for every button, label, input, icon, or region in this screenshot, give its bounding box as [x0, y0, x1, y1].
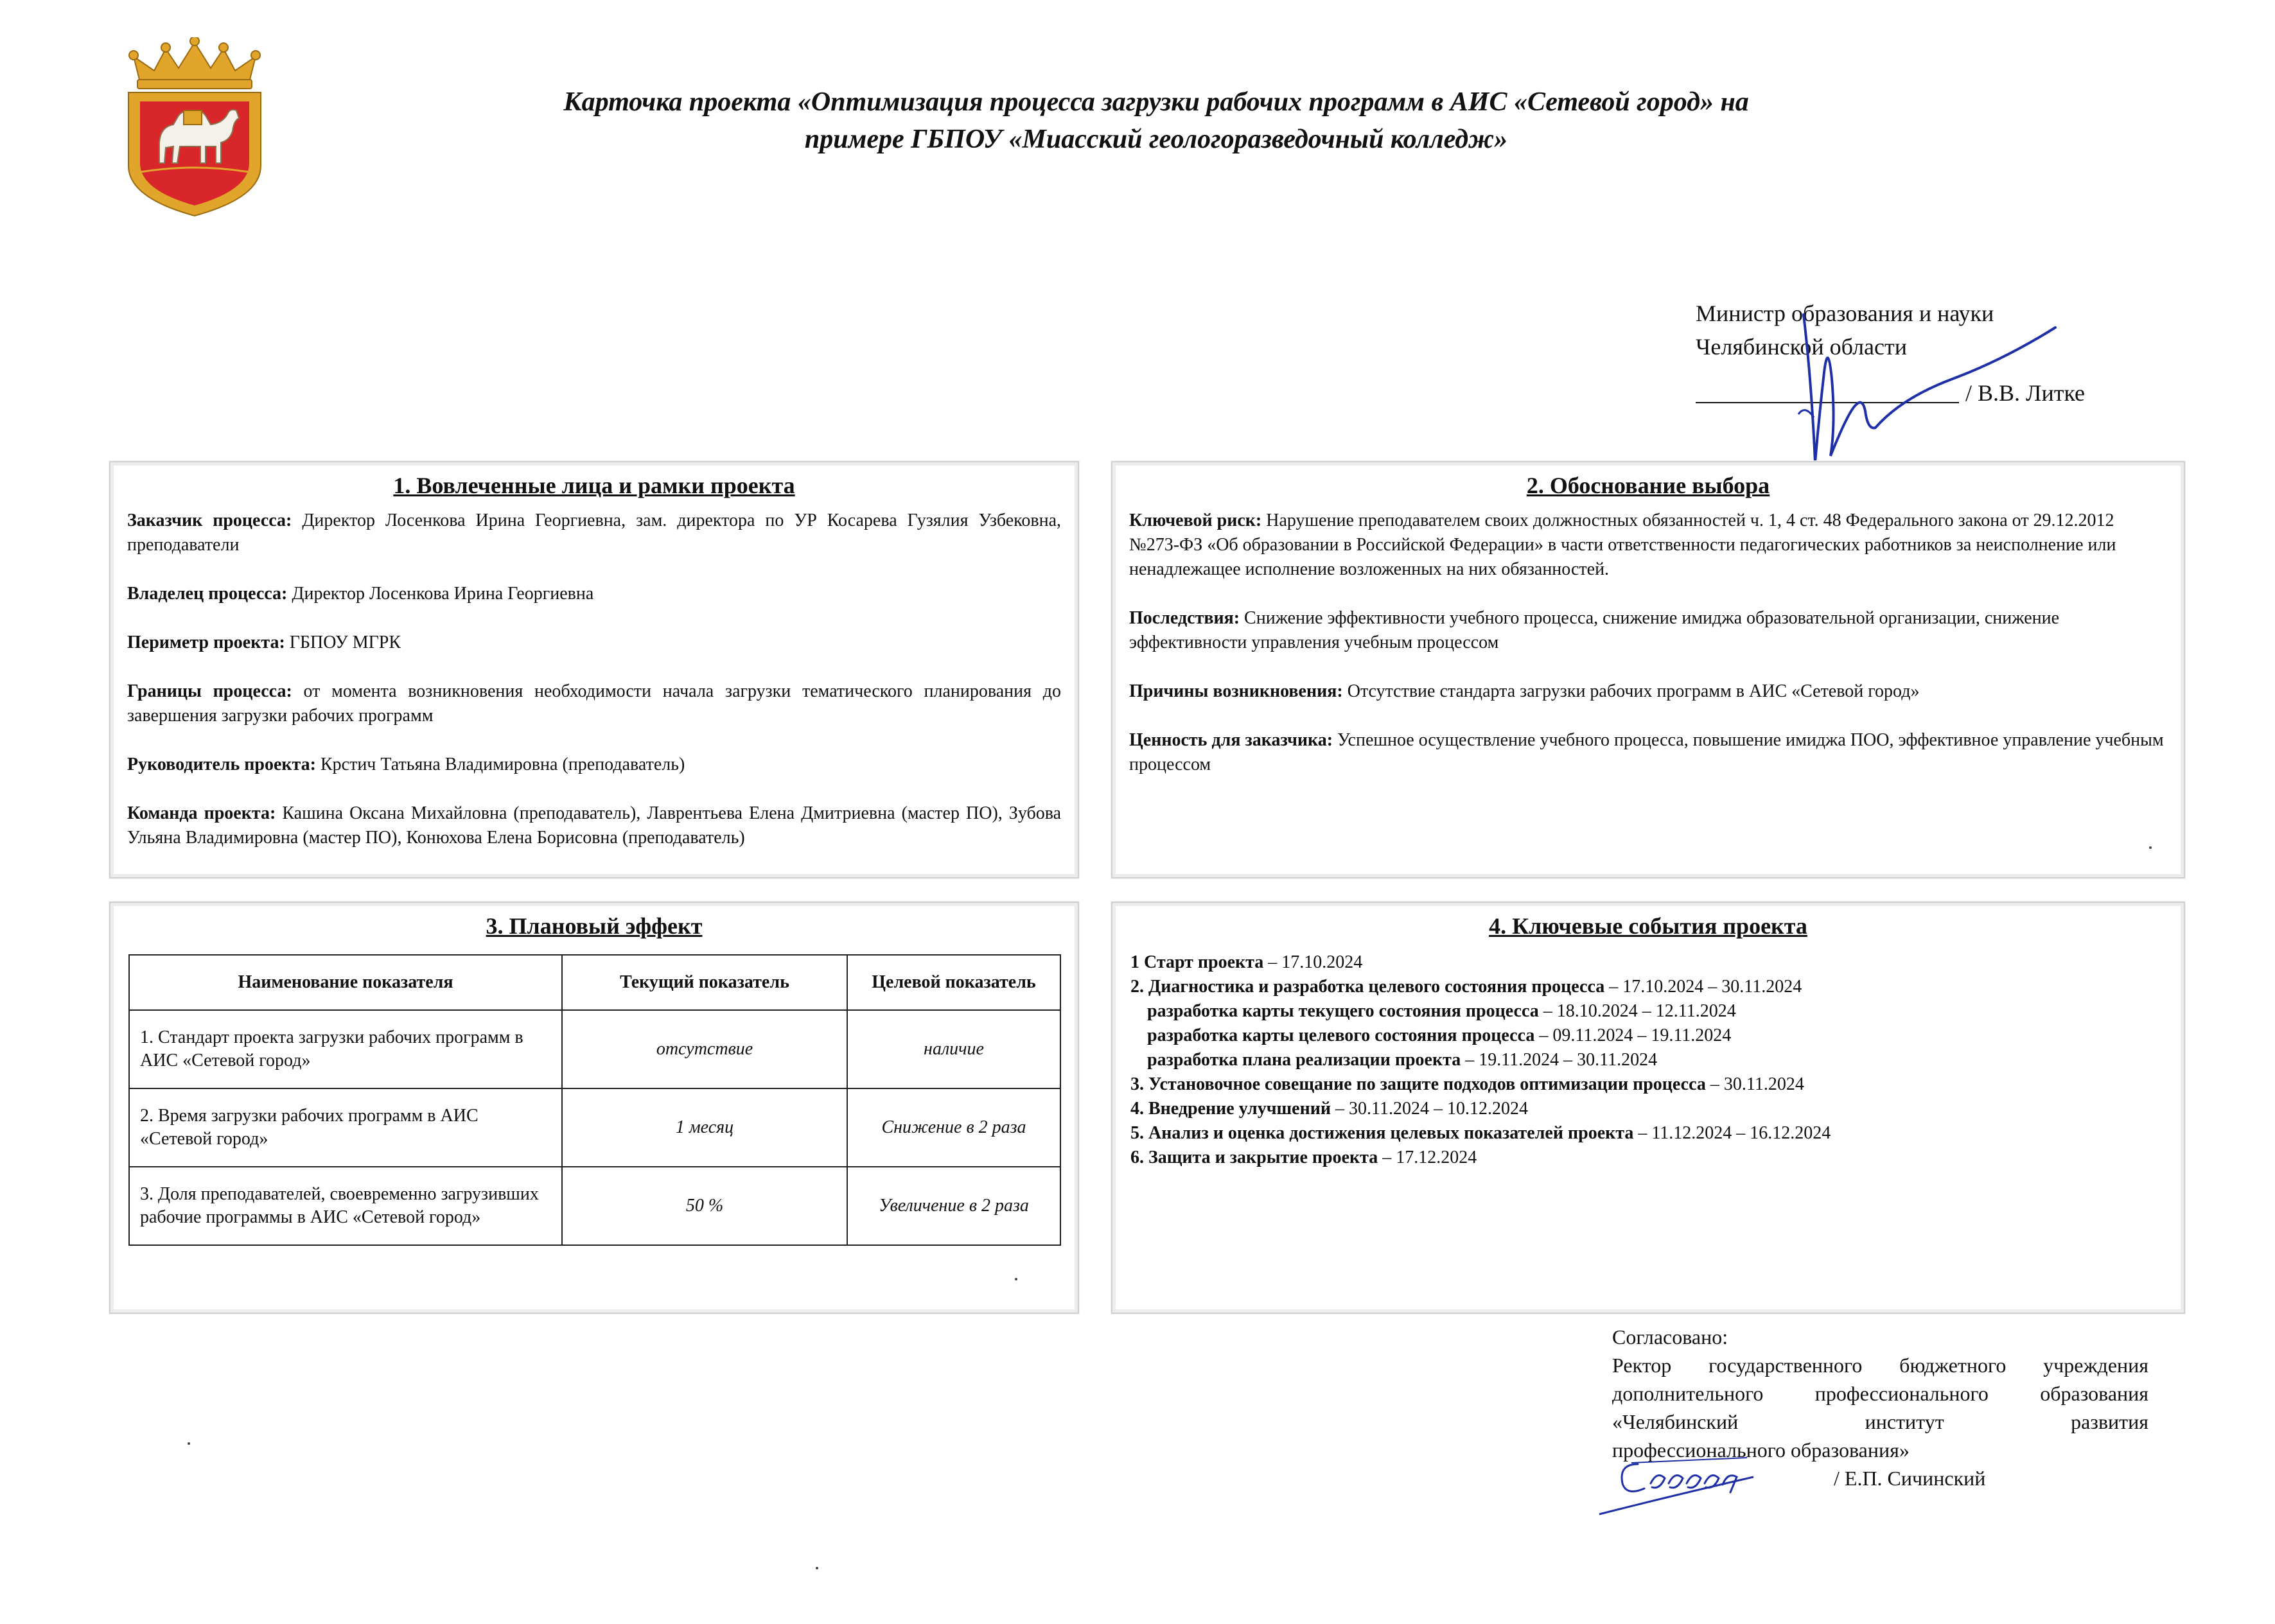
event-label: разработка карты текущего состояния процесса — [1147, 1001, 1539, 1021]
event-item — [1130, 1146, 2166, 1170]
card1-item-label: Заказчик процесса: — [127, 511, 292, 530]
card-stakeholders — [109, 461, 1079, 878]
coat-of-arms-emblem — [114, 37, 275, 218]
card1-item-text: Крстич Татьяна Владимировна (преподаватель) — [320, 755, 685, 774]
approval-position-line-2: Челябинской области — [1696, 334, 1907, 360]
card1-body — [110, 500, 1078, 850]
card2-item — [1129, 728, 2167, 777]
card1-item-text: Кашина Оксана Михайловна (преподаватель), Лаврентьева Елена Дмитриевна (мастер ПО), Зубова Ульяна Владимировна (мастер ПО), Конюхова Елена Борисовна (преподаватель) — [127, 803, 1061, 848]
event-item — [1130, 1072, 2166, 1097]
card1-item-text: ГБПОУ МГРК — [289, 633, 401, 652]
event-label: разработка карты целевого состояния процесса — [1147, 1026, 1535, 1045]
events-list — [1112, 940, 2184, 1170]
table-header-row — [129, 955, 1060, 1010]
card1-item-label: Команда проекта: — [127, 803, 276, 823]
event-label: 2. Диагностика и разработка целевого состояния процесса — [1130, 977, 1605, 997]
target-value: Увеличение в 2 раза — [847, 1167, 1060, 1245]
table-row — [129, 1088, 1060, 1167]
column-header: Текущий показатель — [562, 955, 847, 1010]
minister-signature-image — [1786, 302, 2068, 488]
card1-item-label: Периметр проекта: — [127, 633, 285, 652]
event-item — [1130, 999, 2166, 1024]
card-planned-effect — [109, 902, 1079, 1314]
title-line-1: Карточка проекта «Оптимизация процесса загрузки рабочих программ в АИС «Сетевой город» на — [563, 87, 1749, 117]
current-value: 1 месяц — [562, 1088, 847, 1167]
event-label: 5. Анализ и оценка достижения целевых показателей проекта — [1130, 1123, 1634, 1143]
agreement-position-line-4: профессионального образования» — [1612, 1438, 1910, 1462]
indicator-name: 1. Стандарт проекта загрузки рабочих программ в АИС «Сетевой город» — [129, 1010, 562, 1088]
card2-title: 2. Обоснование выбора — [1526, 473, 1770, 498]
card2-item-text: Успешное осуществление учебного процесса, повышение имиджа ПОО, эффективное управление учебным процессом — [1129, 730, 2164, 774]
table-row — [129, 1010, 1060, 1088]
card2-item-label: Причины возникновения: — [1129, 681, 1343, 701]
rector-signature-image — [1593, 1438, 1824, 1522]
event-dates: – 30.11.2024 – 10.12.2024 — [1331, 1099, 1528, 1119]
event-dates: – 09.11.2024 – 19.11.2024 — [1534, 1026, 1732, 1045]
card3-title: 3. Плановый эффект — [486, 913, 703, 939]
card1-item — [127, 582, 1061, 606]
agreement-name: / Е.П. Сичинский — [1834, 1467, 1986, 1490]
card2-item-label: Ключевой риск: — [1129, 511, 1262, 530]
agreement-label: Согласовано: — [1612, 1325, 1728, 1349]
event-item — [1130, 1024, 2166, 1048]
card1-item-label: Владелец процесса: — [127, 584, 288, 604]
card2-item-text: Отсутствие стандарта загрузки рабочих программ в АИС «Сетевой город» — [1347, 681, 1920, 701]
card2-body — [1112, 500, 2184, 777]
card1-item-text: от момента возникновения необходимости начала загрузки тематического планирования до завершения загрузки рабочих программ — [127, 681, 1061, 726]
event-dates: – 11.12.2024 – 16.12.2024 — [1633, 1123, 1831, 1143]
event-item — [1130, 1121, 2166, 1146]
scan-speck — [188, 1442, 190, 1445]
card2-item-label: Последствия: — [1129, 608, 1240, 628]
event-item — [1130, 1097, 2166, 1121]
card1-item-text: Директор Лосенкова Ирина Георгиевна — [292, 584, 594, 604]
approval-position-line-1: Министр образования и науки — [1696, 301, 1994, 326]
event-item — [1130, 950, 2166, 975]
card4-title: 4. Ключевые события проекта — [1489, 913, 1807, 939]
card1-item-text: Директор Лосенкова Ирина Георгиевна, зам. директора по УР Косарева Гузялия Узбековна, преподаватели — [127, 511, 1062, 555]
current-value: 50 % — [562, 1167, 847, 1245]
card1-item — [127, 509, 1061, 557]
event-dates: – 17.10.2024 – 30.11.2024 — [1604, 977, 1802, 997]
event-label: 1 Старт проекта — [1130, 952, 1264, 972]
card1-item-label: Границы процесса: — [127, 681, 292, 701]
target-value: Снижение в 2 раза — [847, 1088, 1060, 1167]
scan-speck — [1015, 1278, 1017, 1280]
document-title — [360, 83, 1953, 158]
card1-title: 1. Вовлеченные лица и рамки проекта — [393, 473, 795, 498]
card2-item — [1129, 606, 2167, 655]
event-dates: – 30.11.2024 — [1705, 1074, 1804, 1094]
card2-item-label: Ценность для заказчика: — [1129, 730, 1333, 750]
card-justification — [1111, 461, 2185, 878]
event-item — [1130, 975, 2166, 999]
card1-item — [127, 753, 1061, 777]
event-label: 4. Внедрение улучшений — [1130, 1099, 1331, 1119]
event-dates: – 17.12.2024 — [1378, 1148, 1477, 1167]
event-label: разработка плана реализации проекта — [1147, 1050, 1461, 1070]
event-dates: – 18.10.2024 – 12.11.2024 — [1538, 1001, 1736, 1021]
title-line-2: примере ГБПОУ «Миасский геологоразведочный колледж» — [804, 125, 1508, 154]
indicator-name: 2. Время загрузки рабочих программ в АИС «Сетевой город» — [129, 1088, 562, 1167]
agreement-position-line-1: Ректор государственного бюджетного учреждения — [1612, 1354, 2148, 1377]
card2-item — [1129, 509, 2167, 582]
event-item — [1130, 1048, 2166, 1072]
scan-speck — [816, 1567, 818, 1569]
event-label: 6. Защита и закрытие проекта — [1130, 1148, 1378, 1167]
scan-speck — [2149, 846, 2152, 849]
card-key-events — [1111, 902, 2185, 1314]
card1-item — [127, 801, 1061, 850]
event-label: 3. Установочное совещание по защите подходов оптимизации процесса — [1130, 1074, 1706, 1094]
agreement-position-line-2: дополнительного профессионального образования — [1612, 1382, 2148, 1405]
card1-item-label: Руководитель проекта: — [127, 755, 316, 774]
agreement-position-line-3: «Челябинский институт развития — [1612, 1410, 2148, 1433]
table-row — [129, 1167, 1060, 1245]
indicators-table — [128, 954, 1061, 1246]
approval-name: / В.В. Литке — [1965, 380, 2086, 406]
event-dates: – 19.11.2024 – 30.11.2024 — [1461, 1050, 1658, 1070]
card2-item — [1129, 679, 2167, 704]
current-value: отсутствие — [562, 1010, 847, 1088]
column-header: Целевой показатель — [847, 955, 1060, 1010]
target-value: наличие — [847, 1010, 1060, 1088]
card2-item-text: Нарушение преподавателем своих должностных обязанностей ч. 1, 4 ст. 48 Федерального закона от 29.12.2012 №273-ФЗ «Об образовании в Российской Федерации» в части ответственности педагогических работников за неисполнение или ненадлежащее исполнение возложенных на них обязанностей. — [1129, 511, 2116, 579]
event-dates: – 17.10.2024 — [1263, 952, 1363, 972]
column-header: Наименование показателя — [129, 955, 562, 1010]
card1-item — [127, 631, 1061, 655]
card2-item-text: Снижение эффективности учебного процесса, снижение имиджа образовательной организации, снижение эффективности управления учебным процессом — [1129, 608, 2060, 652]
indicator-name: 3. Доля преподавателей, своевременно загрузивших рабочие программы в АИС «Сетевой город» — [129, 1167, 562, 1245]
card1-item — [127, 679, 1061, 728]
